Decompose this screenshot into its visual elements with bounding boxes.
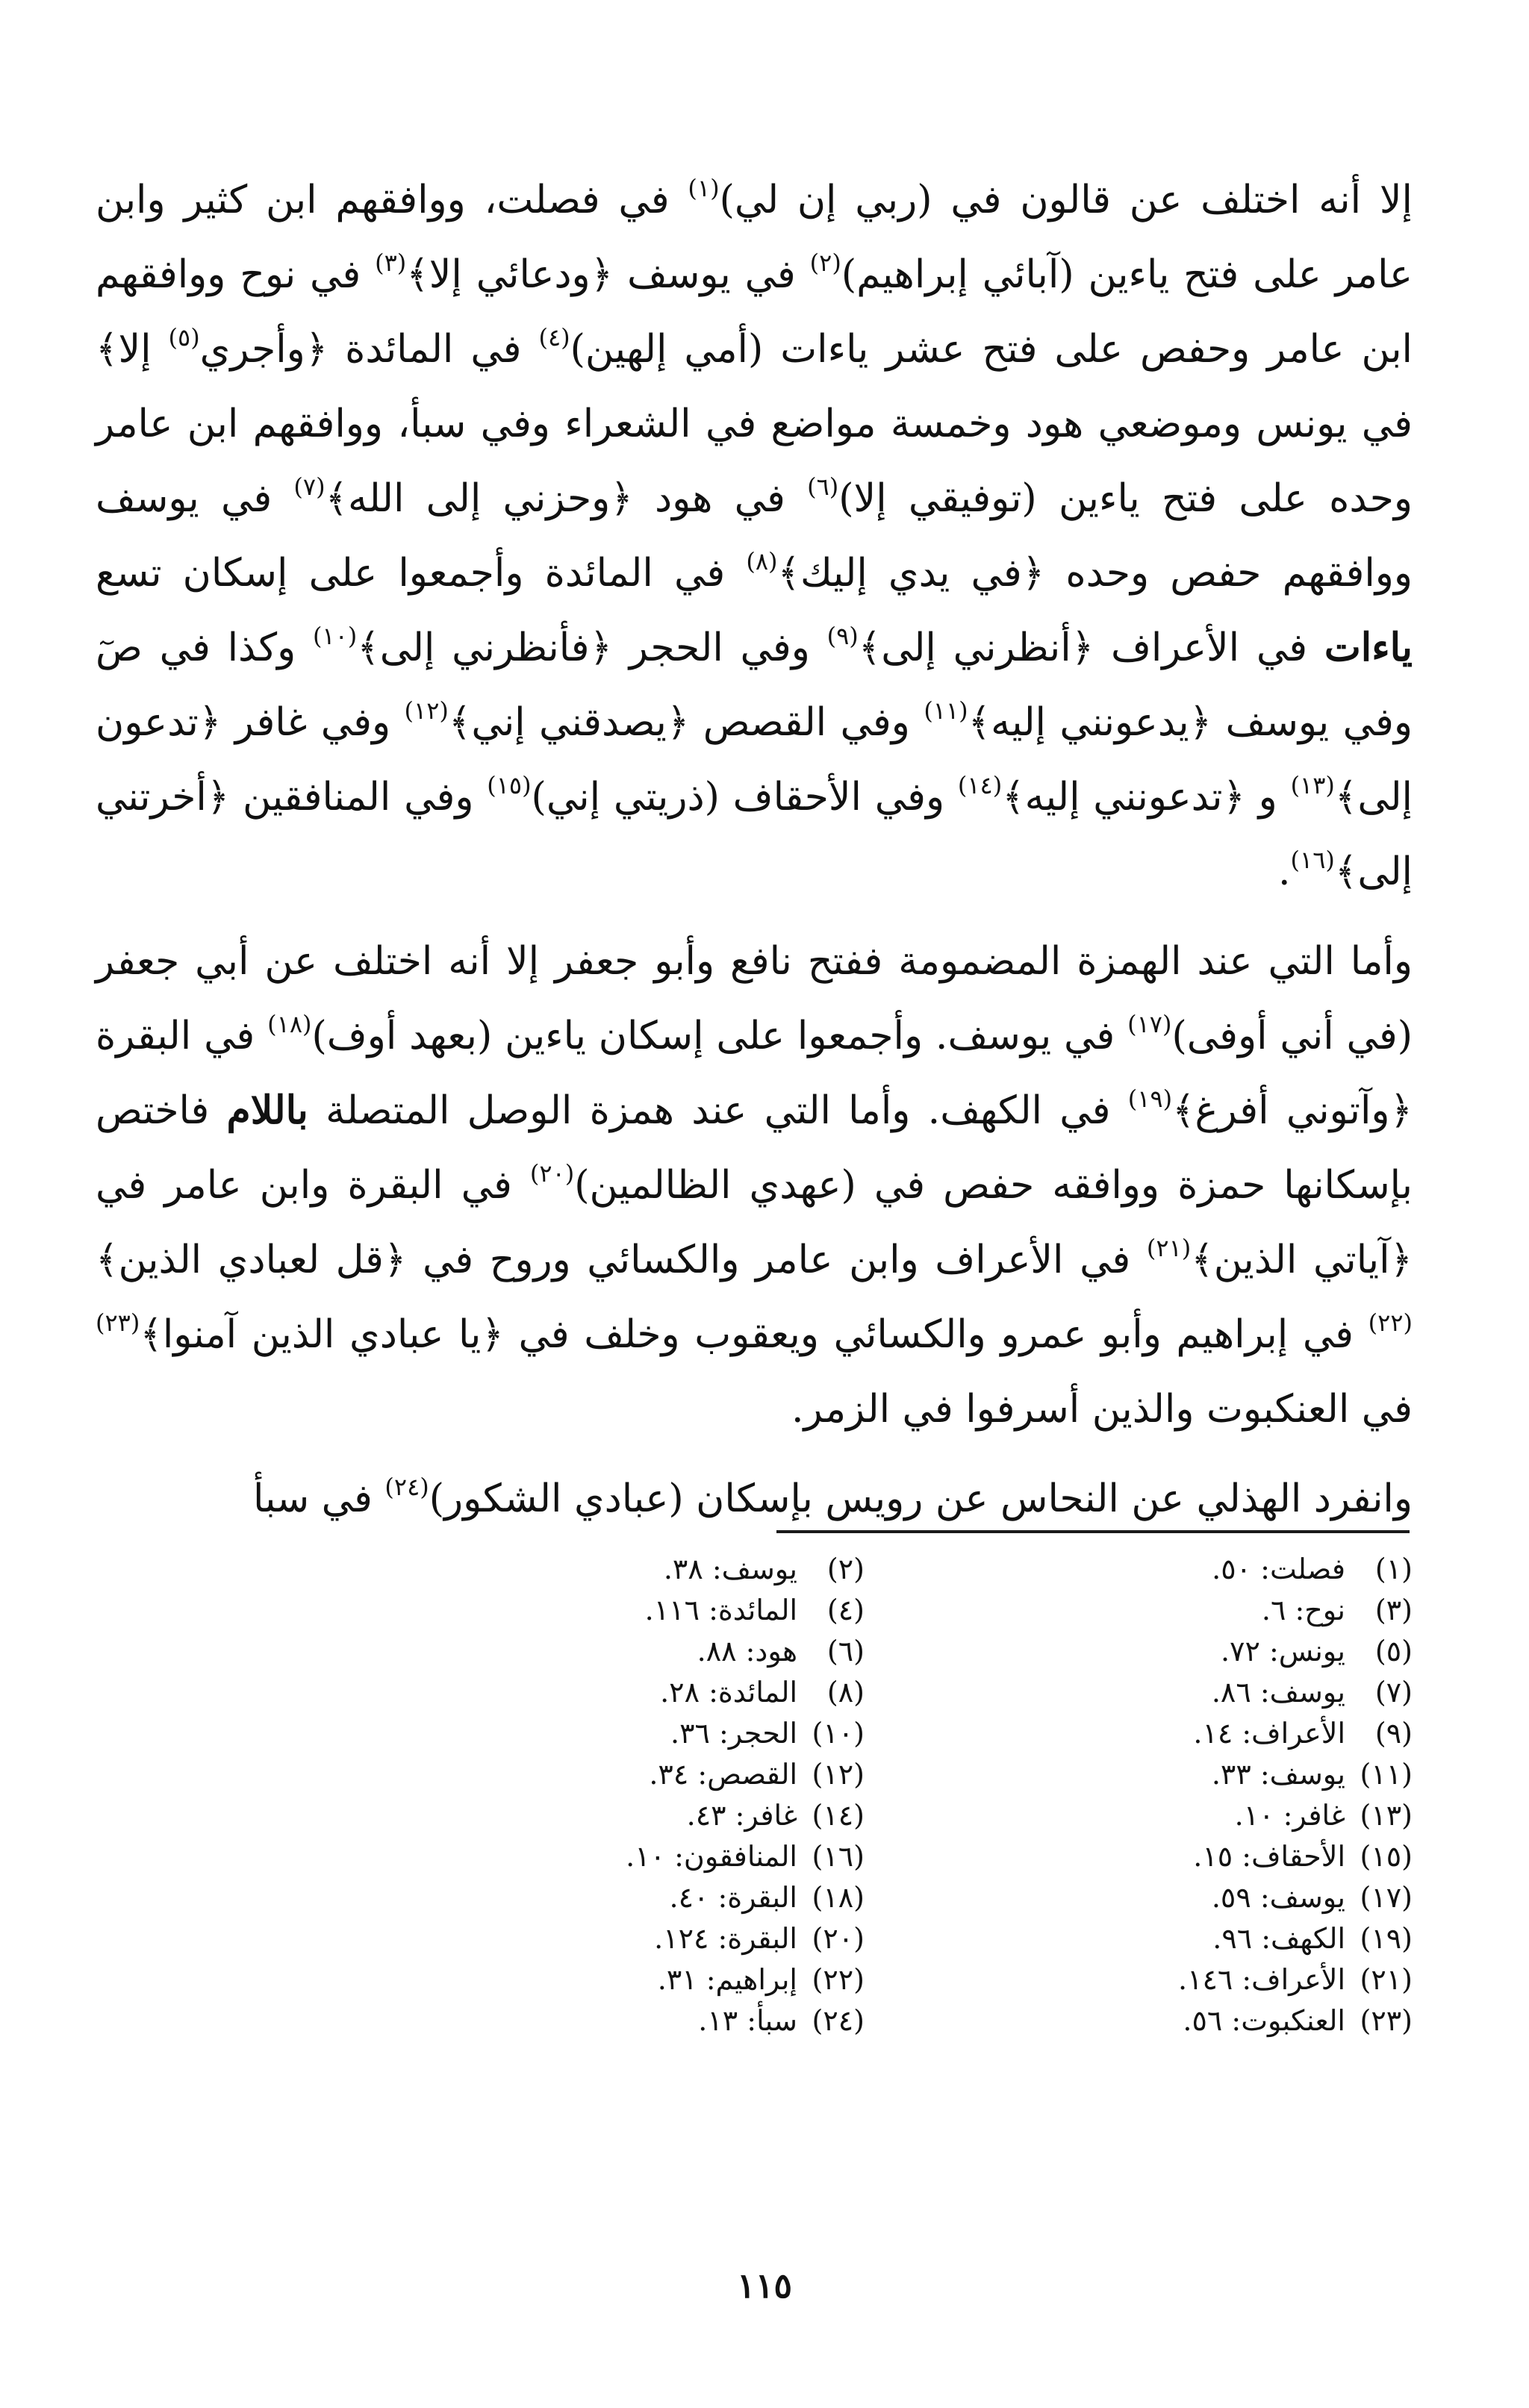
footnote-ref[interactable]: (٥) xyxy=(168,323,200,352)
footnote-text: المنافقون: ١٠. xyxy=(626,1840,797,1873)
footnote-number: (١٤) xyxy=(812,1799,865,1832)
footnote-ref[interactable]: (١٦) xyxy=(1290,846,1335,874)
footnote-text: المائدة: ١١٦. xyxy=(644,1594,797,1626)
bold-word: ياءات xyxy=(1324,625,1413,670)
footnote-item xyxy=(476,1836,865,1877)
text-run: في الكهف. وأما التي عند همزة الوصل المتصلة xyxy=(308,1088,1128,1133)
footnote-number: (٢٣) xyxy=(1360,2004,1413,2037)
footnote-item xyxy=(1024,1877,1413,1918)
footnote-ref[interactable]: (١٤) xyxy=(957,771,1003,799)
footnote-item xyxy=(476,1713,865,1754)
footnote-item xyxy=(476,2000,865,2042)
footnote-text: نوح: ٦. xyxy=(1261,1594,1345,1626)
footnote-item xyxy=(1024,1795,1413,1836)
text-run: في نوح ووافقهم ابن عامر وحفص على فتح عشر ياءات (أمي إلهين) xyxy=(96,252,1413,372)
footnote-number: (٢٢) xyxy=(812,1963,865,1996)
paragraph-1 xyxy=(96,163,1413,909)
text-run: وأما التي عند الهمزة المضمومة ففتح نافع وأبو جعفر إلا أنه اختلف عن أبي جعفر (في أني أوفى) xyxy=(96,939,1413,1058)
paragraph-2 xyxy=(96,924,1413,1447)
footnote-text: غافر: ١٠. xyxy=(1234,1799,1345,1832)
text-run: في الأعراف وابن عامر والكسائي وروح في ﴿قل لعبادي الذين﴾ xyxy=(96,1238,1147,1282)
footnote-separator xyxy=(776,1530,1410,1533)
footnote-ref[interactable]: (١٩) xyxy=(1127,1085,1173,1113)
footnote-ref[interactable]: (١١) xyxy=(924,696,968,725)
footnote-ref[interactable]: (١٠) xyxy=(312,622,358,650)
footnote-text: القصص: ٣٤. xyxy=(649,1758,797,1791)
footnote-item xyxy=(476,1959,865,2000)
footnote-item xyxy=(476,1795,865,1836)
footnote-text: الحجر: ٣٦. xyxy=(670,1717,797,1750)
footnote-item xyxy=(1024,1713,1413,1754)
footnote-number: (٦) xyxy=(826,1635,865,1668)
footnote-item xyxy=(476,1754,865,1795)
footnote-text: يوسف: ٨٦. xyxy=(1211,1676,1345,1709)
footnote-text: يوسف: ٣٣. xyxy=(1211,1758,1345,1791)
footnote-item xyxy=(476,1672,865,1713)
text-run: في يوسف ﴿ودعائي إلا﴾ xyxy=(406,252,810,297)
footnote-ref[interactable]: (٢١) xyxy=(1146,1234,1192,1262)
footnote-item xyxy=(1024,1631,1413,1672)
footnote-ref[interactable]: (٢٢) xyxy=(1368,1309,1413,1337)
text-run: في يوسف ووافقهم حفص وحده ﴿في يدي إليك﴾ xyxy=(96,476,1413,596)
text-run: في يوسف. وأجمعوا على إسكان ياءين (بعهد أوف) xyxy=(311,1014,1128,1058)
footnote-ref[interactable]: (١٨) xyxy=(267,1010,312,1038)
text-run: في سبأ xyxy=(253,1476,385,1521)
footnote-text: البقرة: ١٢٤. xyxy=(654,1922,797,1955)
text-run: في المائدة وأجمعوا على إسكان تسع xyxy=(96,551,747,596)
footnote-item xyxy=(476,1590,865,1631)
footnote-item xyxy=(476,1631,865,1672)
footnote-text: فصلت: ٥٠. xyxy=(1212,1553,1345,1585)
footnote-item xyxy=(1024,1590,1413,1631)
footnote-number: (٥) xyxy=(1374,1635,1413,1668)
text-run: في هود ﴿وحزني إلى الله﴾ xyxy=(325,476,808,521)
footnote-number: (٢٠) xyxy=(812,1922,865,1955)
footnotes xyxy=(96,1549,1413,2037)
bold-word: باللام xyxy=(226,1088,308,1133)
main-text xyxy=(96,163,1413,1536)
text-run: في فصلت، ووافقهم ابن كثير وابن عامر على فتح ياءين (آبائي إبراهيم) xyxy=(96,178,1413,297)
footnote-number: (١٥) xyxy=(1360,1840,1413,1873)
footnote-item xyxy=(1024,2000,1413,2042)
footnote-ref[interactable]: (١٢) xyxy=(404,696,449,725)
text-run: وكذا في صٓ وفي يوسف ﴿يدعونني إليه﴾ xyxy=(96,626,1413,745)
footnote-number: (١٣) xyxy=(1360,1799,1413,1832)
footnote-ref[interactable]: (٧) xyxy=(293,472,326,501)
footnote-ref[interactable]: (٢٣) xyxy=(96,1309,140,1337)
paragraph-3 xyxy=(96,1462,1413,1536)
footnote-ref[interactable]: (٤) xyxy=(538,323,570,352)
footnote-number: (٢٤) xyxy=(812,2004,865,2037)
footnote-number: (٤) xyxy=(826,1594,865,1626)
footnote-ref[interactable]: (١) xyxy=(688,174,720,202)
footnote-ref[interactable]: (٩) xyxy=(826,622,859,650)
footnote-item xyxy=(1024,1754,1413,1795)
footnote-item xyxy=(1024,1549,1413,1590)
footnote-number: (٢) xyxy=(826,1553,865,1585)
footnote-number: (٣) xyxy=(1374,1594,1413,1626)
footnote-ref[interactable]: (١٣) xyxy=(1290,771,1335,799)
footnote-text: العنكبوت: ٥٦. xyxy=(1183,2004,1345,2037)
footnote-number: (١٩) xyxy=(1360,1922,1413,1955)
footnote-item xyxy=(1024,1836,1413,1877)
footnote-number: (٢١) xyxy=(1360,1963,1413,1996)
footnotes-column-right xyxy=(1024,1549,1413,2042)
footnote-ref[interactable]: (١٧) xyxy=(1127,1010,1172,1038)
footnote-ref[interactable]: (١٥) xyxy=(487,771,532,799)
text-run: وانفرد الهذلي عن النحاس عن رويس بإسكان (عبادي الشكور) xyxy=(429,1476,1413,1521)
text-run: في البقرة وابن عامر في ﴿آياتي الذين﴾ xyxy=(96,1163,1413,1282)
footnote-item xyxy=(476,1877,865,1918)
footnote-number: (١٠) xyxy=(812,1717,865,1750)
footnote-number: (١٧) xyxy=(1360,1881,1413,1914)
footnote-text: يوسف: ٣٨. xyxy=(663,1553,797,1585)
footnote-ref[interactable]: (٦) xyxy=(807,472,839,501)
footnotes-column-left xyxy=(476,1549,865,2042)
footnote-number: (٧) xyxy=(1374,1676,1413,1709)
text-run: فاختص بإسكانها حمزة ووافقه حفص في (عهدي الظالمين) xyxy=(96,1088,1413,1208)
footnote-text: الأعراف: ١٤. xyxy=(1193,1717,1345,1750)
footnote-text: الأحقاف: ١٥. xyxy=(1193,1840,1345,1873)
footnote-number: (١٢) xyxy=(812,1758,865,1791)
footnote-text: يوسف: ٥٩. xyxy=(1211,1881,1345,1914)
footnote-text: سبأ: ١٣. xyxy=(698,2004,797,2037)
footnote-number: (٩) xyxy=(1374,1717,1413,1750)
footnote-text: إبراهيم: ٣١. xyxy=(657,1963,797,1996)
footnote-text: الأعراف: ١٤٦. xyxy=(1177,1963,1345,1996)
text-run: . xyxy=(1278,849,1291,894)
footnote-ref[interactable]: (٨) xyxy=(746,547,778,576)
text-run: في الأعراف ﴿أنظرني إلى﴾ xyxy=(858,626,1324,670)
text-run: إلا﴾ في يونس وموضعي هود وخمسة مواضع في الشعراء وفي سبأ، ووافقهم ابن عامر وحده على فتح ياءين (توفيقي إلا) xyxy=(96,327,1413,521)
text-run: في العنكبوت والذين أسرفوا في الزمر. xyxy=(791,1387,1413,1432)
text-run: وفي المنافقين ﴿أخرتني إلى﴾ xyxy=(96,775,1413,894)
footnote-item xyxy=(1024,1959,1413,2000)
page-number: ١١٥ xyxy=(736,2265,793,2306)
footnote-item xyxy=(1024,1918,1413,1959)
text-run: في البقرة ﴿وآتوني أفرغ﴾ xyxy=(96,1014,1413,1133)
text-run: إلا أنه اختلف عن قالون في (ربي إن لي) xyxy=(719,178,1413,222)
footnote-ref[interactable]: (٢٠) xyxy=(529,1159,575,1188)
footnote-number: (١٨) xyxy=(812,1881,865,1914)
footnote-text: البقرة: ٤٠. xyxy=(669,1881,797,1914)
footnote-number: (١٦) xyxy=(812,1840,865,1873)
footnote-text: الكهف: ٩٦. xyxy=(1212,1922,1345,1955)
footnote-item xyxy=(1024,1672,1413,1713)
footnote-item xyxy=(476,1918,865,1959)
text-run: وفي الحجر ﴿فأنظرني إلى﴾ xyxy=(357,626,827,670)
text-run: وفي الأحقاف (ذريتي إني) xyxy=(531,775,958,820)
footnote-text: هود: ٨٨. xyxy=(697,1635,797,1668)
footnote-text: المائدة: ٢٨. xyxy=(660,1676,797,1709)
text-run: وفي غافر ﴿تدعون إلى﴾ xyxy=(96,700,1413,820)
footnote-ref[interactable]: (٣) xyxy=(375,249,407,277)
footnote-text: غافر: ٤٣. xyxy=(686,1799,797,1832)
footnote-ref[interactable]: (٢٤) xyxy=(384,1473,429,1501)
footnote-ref[interactable]: (٢) xyxy=(809,249,841,277)
text-run: وفي القصص ﴿يصدقني إني﴾ xyxy=(448,700,924,745)
footnote-text: يونس: ٧٢. xyxy=(1220,1635,1345,1668)
text-run: في إبراهيم وأبو عمرو والكسائي ويعقوب وخلف في ﴿يا عبادي الذين آمنوا﴾ xyxy=(140,1312,1368,1357)
text-run: و ﴿تدعونني إليه﴾ xyxy=(1002,775,1291,820)
text-run: في المائدة ﴿وأجري xyxy=(199,327,539,372)
footnote-item xyxy=(476,1549,865,1590)
footnote-number: (٨) xyxy=(826,1676,865,1709)
footnote-number: (١١) xyxy=(1360,1758,1413,1791)
footnote-number: (١) xyxy=(1374,1553,1413,1585)
